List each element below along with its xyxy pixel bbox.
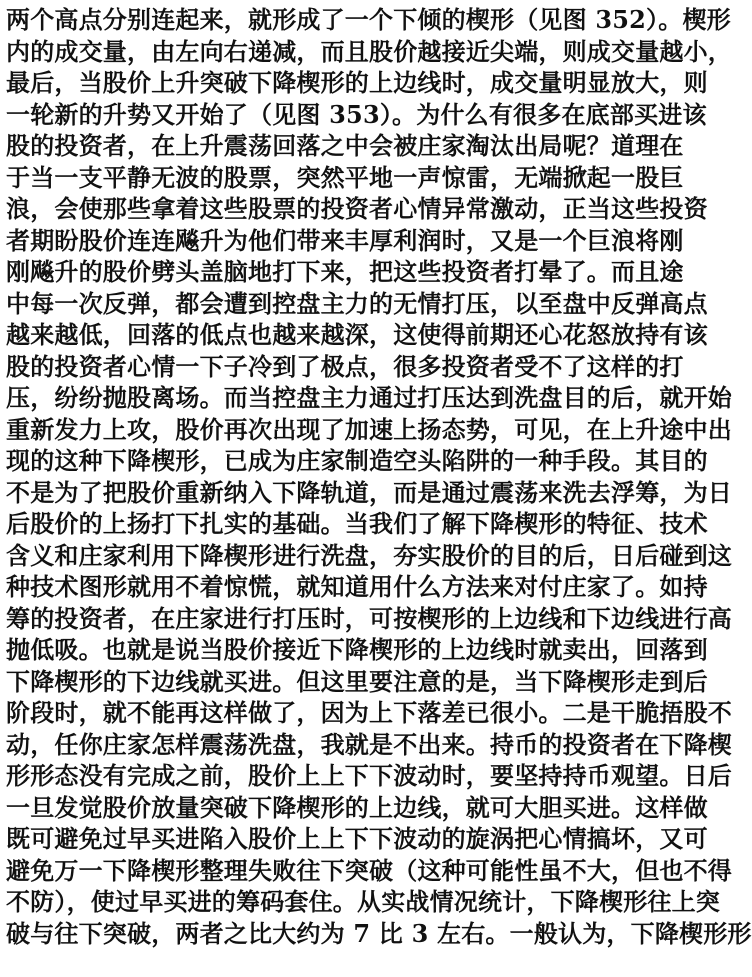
text-line: 阶段时，就不能再这样做了，因为上下落差已很小。二是干脆捂股不 [6, 698, 732, 727]
text-line: 种技术图形就用不着惊慌，就知道用什么方法来对付庄家了。如持 [6, 572, 708, 601]
text-line: 下降楔形的下边线就买进。但这里要注意的是，当下降楔形走到后 [6, 666, 708, 696]
text-line: 最后，当股价上升突破下降楔形的上边线时，成交量明显放大，则 [6, 68, 708, 97]
text-line: 现的这种下降楔形，已成为庄家制造空头陷阱的一种手段。其目的 [6, 446, 708, 475]
text-line: 于当一支平静无波的股票，突然平地一声惊雷，无端掀起一股巨 [6, 162, 684, 192]
text-line: 一轮新的升势又开始了（见图 353）。为什么有很多在底部买进该 [6, 99, 707, 129]
text-line: 压，纷纷抛股离场。而当控盘主力通过打压达到洗盘目的后，就开始 [6, 383, 732, 412]
text-line: 一旦发觉股价放量突破下降楔形的上边线，就可大胆买进。这样做 [6, 792, 708, 822]
text-line: 抛低吸。也就是说当股价接近下降楔形的上边线时就卖出，回落到 [6, 635, 708, 664]
text-line: 刚飚升的股价劈头盖脑地打下来，把这些投资者打晕了。而且途 [6, 257, 684, 286]
text-line: 形形态没有完成之前，股价上上下下波动时，要坚持持币观望。日后 [6, 761, 732, 790]
text-line: 重新发力上攻，股价再次出现了加速上扬态势，可见，在上升途中出 [6, 414, 732, 444]
text-line: 含义和庄家利用下降楔形进行洗盘，夯实股价的目的后，日后碰到这 [6, 540, 732, 570]
text-line: 不防），使过早买进的筹码套住。从实战情况统计，下降楔形往上突 [6, 887, 720, 916]
text-line: 者期盼股价连连飚升为他们带来丰厚利润时，又是一个巨浪将刚 [6, 225, 684, 255]
text-line: 筹的投资者，在庄家进行打压时，可按楔形的上边线和下边线进行高 [6, 603, 732, 633]
text-line: 动，任你庄家怎样震荡洗盘，我就是不出来。持币的投资者在下降楔 [6, 729, 732, 759]
text-line: 内的成交量，由左向右递减，而且股价越接近尖端，则成交量越小， [6, 36, 732, 66]
text-line: 股的投资者心情一下子冷到了极点，很多投资者受不了这样的打 [6, 351, 684, 381]
text-line: 越来越低，回落的低点也越来越深，这使得前期还心花怒放持有该 [6, 320, 708, 349]
text-line: 既可避免过早买进陷入股价上上下下波动的旋涡把心情搞坏，又可 [6, 824, 708, 853]
text-line: 两个高点分别连起来，就形成了一个下倾的楔形（见图 352）。楔形 [6, 5, 731, 34]
text-line: 浪，会使那些拿着这些股票的投资者心情异常激动，正当这些投资 [6, 194, 708, 223]
text-line: 避免万一下降楔形整理失败往下突破（这种可能性虽不大，但也不得 [6, 855, 732, 885]
text-line: 股的投资者，在上升震荡回落之中会被庄家淘汰出局呢？道理在 [6, 131, 684, 160]
text-line: 后股价的上扬打下扎实的基础。当我们了解下降楔形的特征、技术 [6, 509, 708, 538]
text-line: 不是为了把股价重新纳入下降轨道，而是通过震荡来洗去浮筹，为日 [6, 477, 732, 507]
text-line: 破与往下突破，两者之比大约为 7 比 3 左右。一般认为，下降楔形形 [6, 918, 752, 948]
text-line: 中每一次反弹，都会遭到控盘主力的无情打压，以至盘中反弹高点 [6, 288, 708, 318]
